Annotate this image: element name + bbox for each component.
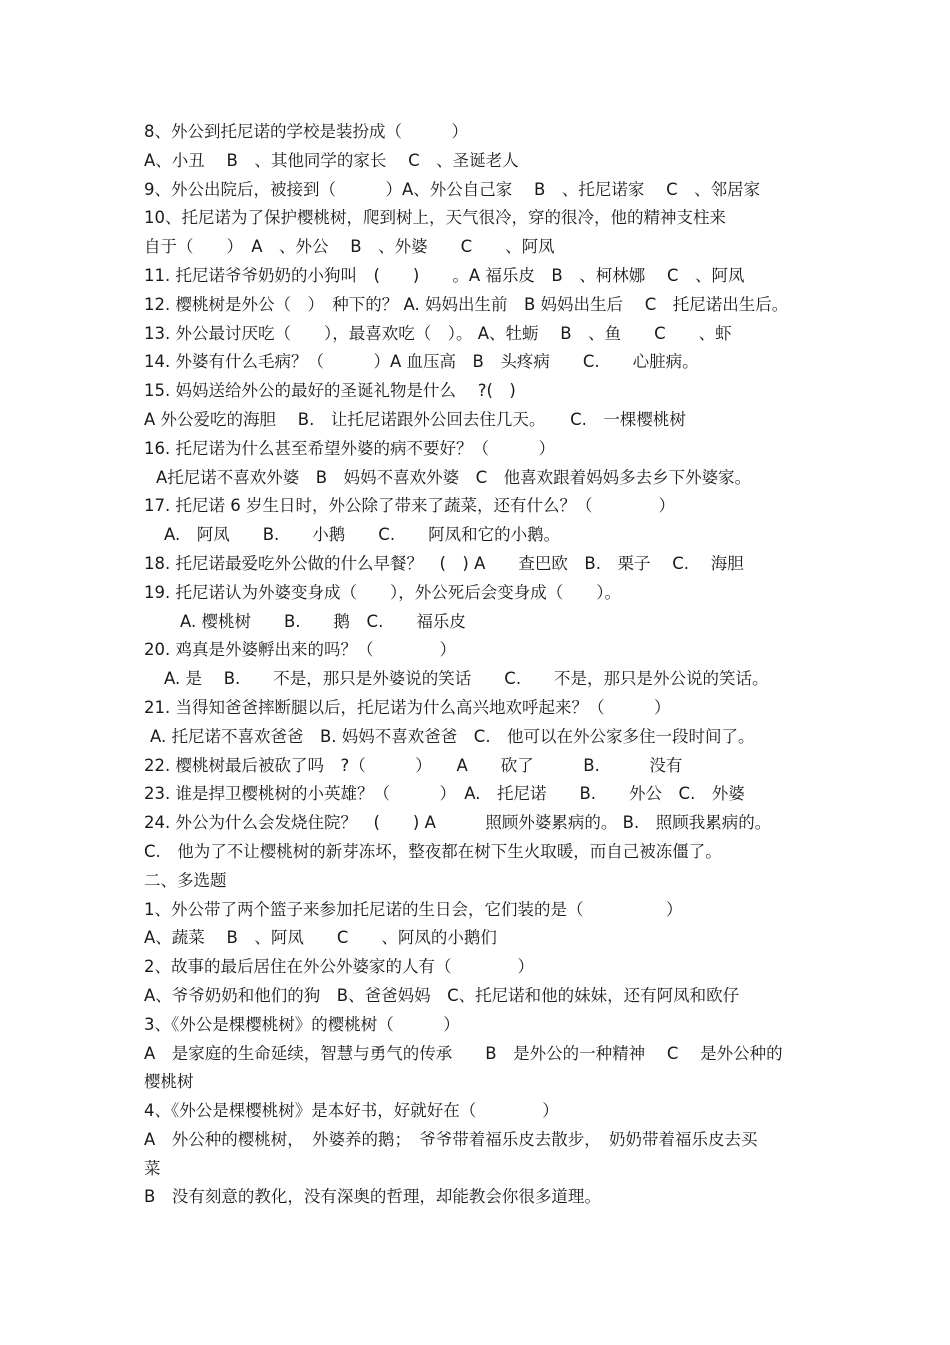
mq2-options: A、爷爷奶奶和他们的狗 B、爸爸妈妈 C、托尼诺和他的妹妹，还有阿凤和欧仔 (144, 985, 740, 1005)
q18-text: 18. 托尼诺最爱吃外公做的什么早餐？ ( ) A 查巴欧 B. 栗子 C. 海胆 (144, 553, 744, 573)
q10-text: 10、托尼诺为了保护樱桃树，爬到树上，天气很冷，穿的很冷，他的精神支柱来 (144, 208, 726, 228)
mq4-option-b: B 没有刻意的教化，没有深奥的哲理，却能教会你很多道理。 (144, 1187, 601, 1207)
q17-text: 17. 托尼诺 6 岁生日时，外公除了带来了蔬菜，还有什么？（ ） (144, 496, 675, 516)
mq1-text: 1、外公带了两个篮子来参加托尼诺的生日会，它们装的是（ ） (144, 899, 683, 919)
mq2-text: 2、故事的最后居住在外公外婆家的人有（ ） (144, 957, 534, 977)
q20-options: A. 是 B. 不是，那只是外婆说的笑话 C. 不是，那只是外公说的笑话。 (164, 669, 769, 689)
q16-options: A托尼诺不喜欢外婆 B 妈妈不喜欢外婆 C 他喜欢跟着妈妈多去乡下外婆家。 (156, 467, 752, 487)
q16-text: 16. 托尼诺为什么甚至希望外婆的病不要好？（ ） (144, 438, 555, 458)
q24-text: 24. 外公为什么会发烧住院？ ( ) A 照顾外婆累病的。 B. 照顾我累病的。 (144, 813, 772, 833)
q15-options: A 外公爱吃的海胆 B. 让托尼诺跟外公回去住几天。 C. 一棵樱桃树 (144, 409, 686, 429)
q21-text: 21. 当得知爸爸摔断腿以后，托尼诺为什么高兴地欢呼起来？（ ） (144, 697, 671, 717)
question-list (144, 118, 814, 1212)
q8-text: 8、外公到托尼诺的学校是装扮成（ ） (144, 122, 468, 141)
q20-text: 20. 鸡真是外婆孵出来的吗？（ ） (144, 640, 456, 660)
q19-text: 19. 托尼诺认为外婆变身成（ ），外公死后会变身成（ ）。 (144, 582, 621, 602)
q19-options: A. 樱桃树 B. 鹅 C. 福乐皮 (180, 611, 466, 631)
q21-options: A. 托尼诺不喜欢爸爸 B. 妈妈不喜欢爸爸 C. 他可以在外公家多住一段时间了。 (150, 726, 755, 746)
mq3-text: 3、《外公是棵樱桃树》的樱桃树（ ） (144, 1014, 460, 1034)
mq3-options-cont: 樱桃树 (144, 1072, 194, 1092)
q15-text: 15. 妈妈送给外公的最好的圣诞礼物是什么 ?( ) (144, 381, 516, 401)
q22-text: 22. 樱桃树最后被砍了吗 ?（ ） A 砍了 B. 没有 (144, 755, 683, 775)
q13-text: 13. 外公最讨厌吃（ ），最喜欢吃（ ）。 A、牡蛎 B 、鱼 C 、虾 (144, 323, 732, 343)
mq4-text: 4、《外公是棵樱桃树》是本好书，好就好在（ ） (144, 1101, 559, 1121)
mq4-option-a-cont: 菜 (144, 1158, 161, 1178)
q14-text: 14. 外婆有什么毛病？（ ）A 血压高 B 头疼病 C. 心脏病。 (144, 352, 699, 372)
q11-text: 11. 托尼诺爷爷奶奶的小狗叫 ( ) 。A 福乐皮 B 、柯林娜 C 、阿凤 (144, 265, 745, 285)
q17-options: A. 阿凤 B. 小鹅 C. 阿凤和它的小鹅。 (164, 525, 561, 545)
section-multiple-choice-heading: 二、多选题 (144, 870, 227, 890)
mq1-options: A、蔬菜 B 、阿凤 C 、阿凤的小鹅们 (144, 928, 497, 948)
q8-options: A、小丑 B 、其他同学的家长 C 、圣诞老人 (144, 150, 519, 170)
mq4-option-a: A 外公种的樱桃树， 外婆养的鹅； 爷爷带着福乐皮去散步， 奶奶带着福乐皮去买 (144, 1129, 758, 1149)
q23-text: 23. 谁是捍卫樱桃树的小英雄？（ ） A. 托尼诺 B. 外公 C. 外婆 (144, 784, 745, 804)
q12-text: 12. 樱桃树是外公（ ） 种下的？ A. 妈妈出生前 B 妈妈出生后 C 托尼诺出生后。 (144, 294, 789, 314)
q10-text-cont: 自于（ ） A 、外公 B 、外婆 C 、阿凤 (144, 237, 555, 257)
q9-text: 9、外公出院后，被接到（ ）A、外公自己家 B 、托尼诺家 C 、邻居家 (144, 179, 761, 199)
mq3-options: A 是家庭的生命延续，智慧与勇气的传承 B 是外公的一种精神 C 是外公种的 (144, 1043, 783, 1063)
q24-option-c: C. 他为了不让樱桃树的新芽冻坏，整夜都在树下生火取暖，而自己被冻僵了。 (144, 841, 722, 861)
